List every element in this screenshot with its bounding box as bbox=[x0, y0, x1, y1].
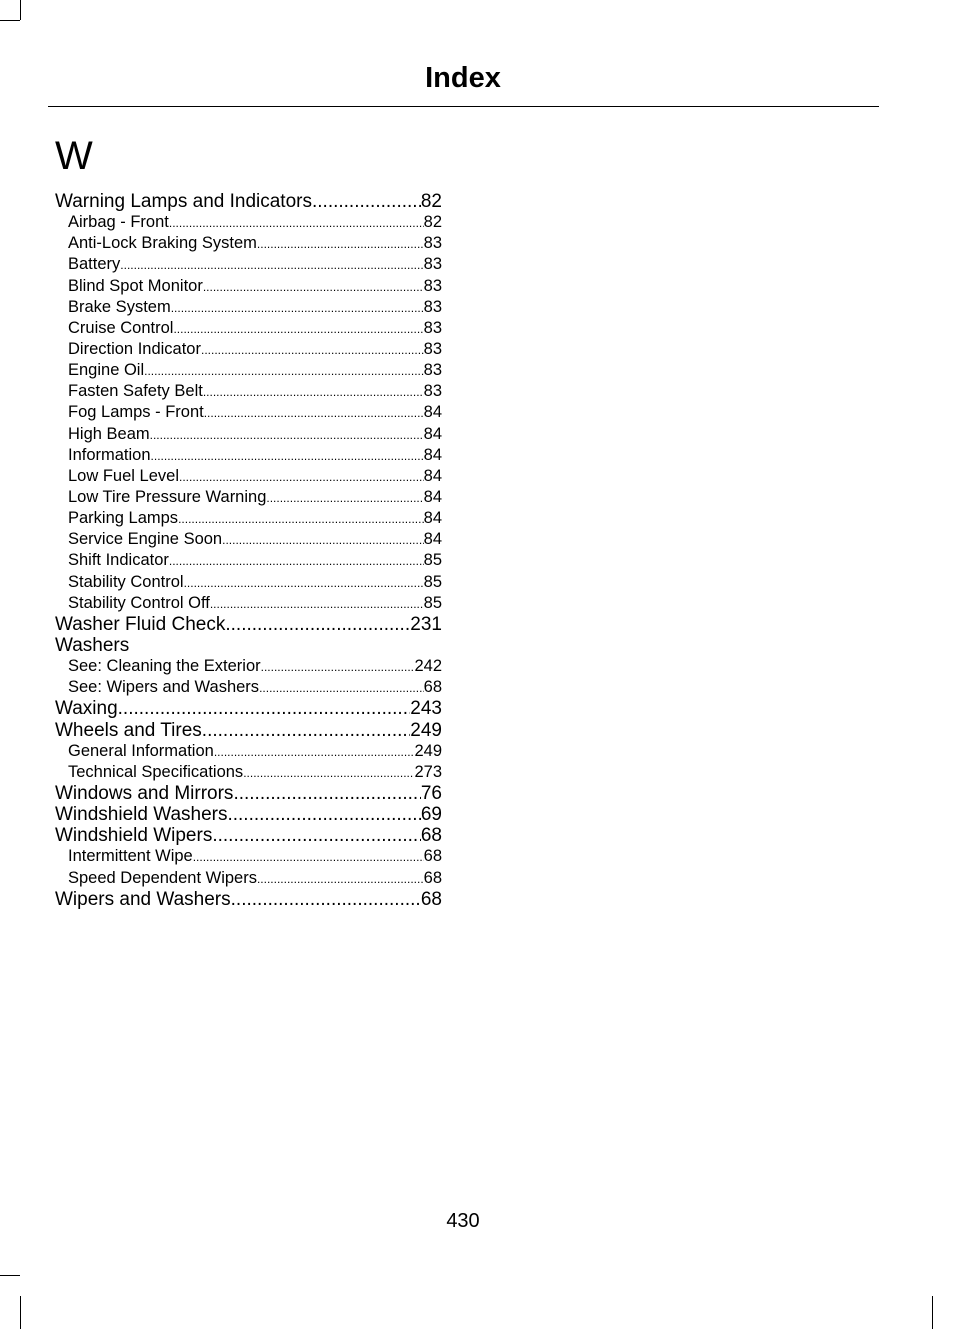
entry-label: Waxing bbox=[55, 698, 118, 720]
dot-leader bbox=[243, 763, 414, 783]
entry-page-number: 84 bbox=[423, 487, 442, 506]
entry-label: Stability Control Off bbox=[68, 593, 210, 612]
index-subentry bbox=[55, 466, 442, 487]
entry-label: Engine Oil bbox=[68, 361, 145, 380]
dot-leader bbox=[151, 446, 424, 466]
dot-leader bbox=[259, 678, 424, 698]
index-subentry bbox=[55, 593, 442, 614]
dot-leader bbox=[202, 720, 411, 741]
dot-leader bbox=[212, 825, 421, 846]
entry-label: Wipers and Washers bbox=[55, 888, 231, 910]
entry-page-number: 83 bbox=[423, 255, 442, 274]
index-entry bbox=[55, 804, 442, 825]
entry-label: Fasten Safety Belt bbox=[68, 382, 203, 401]
entry-label: Direction Indicator bbox=[68, 339, 201, 358]
index-subentry bbox=[55, 529, 442, 550]
entry-label: Washer Fluid Check bbox=[55, 613, 226, 635]
dot-leader bbox=[227, 804, 420, 825]
dot-leader bbox=[257, 234, 424, 254]
dot-leader bbox=[120, 255, 423, 275]
dot-leader bbox=[312, 191, 421, 212]
entry-page-number: 83 bbox=[423, 234, 442, 253]
index-subentry bbox=[55, 741, 442, 762]
index-subentry bbox=[55, 508, 442, 529]
entry-page-number: 68 bbox=[420, 888, 442, 910]
dot-leader bbox=[203, 277, 424, 297]
page-title: Index bbox=[425, 62, 501, 94]
crop-mark-bottom-left-horizontal bbox=[0, 1275, 20, 1276]
index-subentry bbox=[55, 402, 442, 423]
index-subentry bbox=[55, 233, 442, 254]
index-subentry bbox=[55, 254, 442, 275]
entry-page-number: 68 bbox=[420, 825, 442, 847]
index-subentry bbox=[55, 445, 442, 466]
dot-leader bbox=[169, 551, 424, 571]
dot-leader bbox=[225, 614, 410, 635]
dot-leader bbox=[204, 403, 424, 423]
entry-page-number: 84 bbox=[423, 445, 442, 464]
entry-page-number: 68 bbox=[423, 868, 442, 887]
page-number: 430 bbox=[446, 1210, 480, 1232]
entry-page-number: 84 bbox=[423, 466, 442, 485]
crop-mark-bottom-right-vertical bbox=[932, 1296, 933, 1329]
entry-page-number: 231 bbox=[410, 613, 442, 635]
entry-page-number: 83 bbox=[423, 382, 442, 401]
entry-page-number: 82 bbox=[420, 191, 442, 212]
index-subentry bbox=[55, 381, 442, 402]
dot-leader bbox=[222, 530, 424, 550]
dot-leader bbox=[203, 382, 424, 402]
entry-label: Blind Spot Monitor bbox=[68, 276, 203, 295]
index-entry bbox=[55, 889, 442, 910]
entry-label: Service Engine Soon bbox=[68, 530, 223, 549]
entry-label: Speed Dependent Wipers bbox=[68, 868, 257, 887]
entry-label: Fog Lamps - Front bbox=[68, 403, 204, 422]
entry-label: Windshield Washers bbox=[55, 804, 228, 826]
dot-leader bbox=[201, 340, 424, 360]
entry-label: Wheels and Tires bbox=[55, 719, 202, 741]
entry-label: Low Tire Pressure Warning bbox=[68, 487, 267, 506]
index-subentry bbox=[55, 572, 442, 593]
entry-label: Parking Lamps bbox=[68, 509, 179, 528]
index-subentry bbox=[55, 846, 442, 867]
dot-leader bbox=[173, 319, 423, 339]
entry-label: See: Wipers and Washers bbox=[68, 678, 260, 697]
dot-leader bbox=[171, 298, 424, 318]
entry-page-number: 84 bbox=[423, 424, 442, 443]
entry-label: Anti-Lock Braking System bbox=[68, 234, 257, 253]
entry-label: Low Fuel Level bbox=[68, 466, 179, 485]
index-subentry bbox=[55, 339, 442, 360]
dot-leader bbox=[169, 213, 424, 233]
entry-label: Brake System bbox=[68, 297, 171, 316]
dot-leader bbox=[150, 425, 424, 445]
entry-label: Warning Lamps and Indicators bbox=[55, 191, 312, 212]
entry-page-number: 243 bbox=[410, 698, 442, 720]
entry-label: Windows and Mirrors bbox=[55, 782, 234, 804]
dot-leader bbox=[144, 361, 424, 381]
entry-page-number: 68 bbox=[423, 678, 442, 697]
dot-leader bbox=[266, 488, 423, 508]
index-subentry bbox=[55, 276, 442, 297]
index-subentry bbox=[55, 360, 442, 381]
index-entry bbox=[55, 720, 442, 741]
entry-label: Technical Specifications bbox=[68, 762, 244, 781]
title-divider bbox=[48, 106, 879, 107]
index-entry-list bbox=[55, 191, 442, 910]
entry-page-number: 68 bbox=[423, 847, 442, 866]
index-subentry bbox=[55, 762, 442, 783]
entry-label: Washers bbox=[55, 634, 130, 656]
index-subentry bbox=[55, 212, 442, 233]
index-subentry bbox=[55, 487, 442, 508]
entry-page-number: 242 bbox=[414, 657, 442, 676]
index-subentry bbox=[55, 424, 442, 445]
entry-label: Airbag - Front bbox=[68, 213, 169, 232]
entry-label: Battery bbox=[68, 255, 121, 274]
dot-leader bbox=[214, 742, 415, 762]
entry-page-number: 249 bbox=[410, 719, 442, 741]
dot-leader bbox=[231, 889, 421, 910]
entry-page-number: 83 bbox=[423, 361, 442, 380]
dot-leader bbox=[179, 467, 424, 487]
entry-page-number: 85 bbox=[423, 593, 442, 612]
entry-page-number: 273 bbox=[414, 762, 442, 781]
entry-label: Intermittent Wipe bbox=[68, 847, 193, 866]
crop-mark-top-left-horizontal bbox=[0, 20, 20, 21]
dot-leader bbox=[193, 847, 424, 867]
index-subentry bbox=[55, 868, 442, 889]
entry-label: Cruise Control bbox=[68, 318, 174, 337]
entry-page-number: 84 bbox=[423, 509, 442, 528]
index-entry bbox=[55, 698, 442, 719]
index-entry bbox=[55, 825, 442, 846]
entry-page-number: 83 bbox=[423, 318, 442, 337]
index-subentry bbox=[55, 677, 442, 698]
entry-page-number: 84 bbox=[423, 530, 442, 549]
section-letter: W bbox=[55, 134, 93, 178]
entry-label: See: Cleaning the Exterior bbox=[68, 657, 261, 676]
dot-leader bbox=[184, 573, 424, 593]
index-subentry bbox=[55, 318, 442, 339]
entry-page-number: 83 bbox=[423, 276, 442, 295]
dot-leader bbox=[210, 594, 424, 614]
crop-mark-top-left-vertical bbox=[20, 0, 21, 20]
entry-page-number: 69 bbox=[420, 804, 442, 826]
entry-page-number: 84 bbox=[423, 403, 442, 422]
index-entry bbox=[55, 191, 442, 212]
dot-leader bbox=[257, 869, 424, 889]
index-subentry bbox=[55, 297, 442, 318]
entry-page-number: 85 bbox=[423, 572, 442, 591]
entry-page-number: 85 bbox=[423, 551, 442, 570]
index-subentry bbox=[55, 656, 442, 677]
index-entry bbox=[55, 614, 442, 635]
entry-page-number: 83 bbox=[423, 339, 442, 358]
index-entry bbox=[55, 783, 442, 804]
entry-label: General Information bbox=[68, 741, 214, 760]
entry-label: Stability Control bbox=[68, 572, 184, 591]
entry-label: Shift Indicator bbox=[68, 551, 169, 570]
dot-leader bbox=[233, 783, 420, 804]
entry-label: Windshield Wipers bbox=[55, 825, 213, 847]
index-entry bbox=[55, 635, 442, 656]
crop-mark-bottom-left-vertical bbox=[20, 1296, 21, 1329]
entry-page-number: 82 bbox=[423, 213, 442, 232]
entry-page-number: 83 bbox=[423, 297, 442, 316]
dot-leader bbox=[178, 509, 424, 529]
dot-leader bbox=[118, 698, 411, 719]
index-subentry bbox=[55, 550, 442, 571]
entry-page-number: 76 bbox=[420, 782, 442, 804]
dot-leader bbox=[261, 657, 415, 677]
entry-page-number: 249 bbox=[414, 741, 442, 760]
entry-label: Information bbox=[68, 445, 151, 464]
entry-label: High Beam bbox=[68, 424, 150, 443]
